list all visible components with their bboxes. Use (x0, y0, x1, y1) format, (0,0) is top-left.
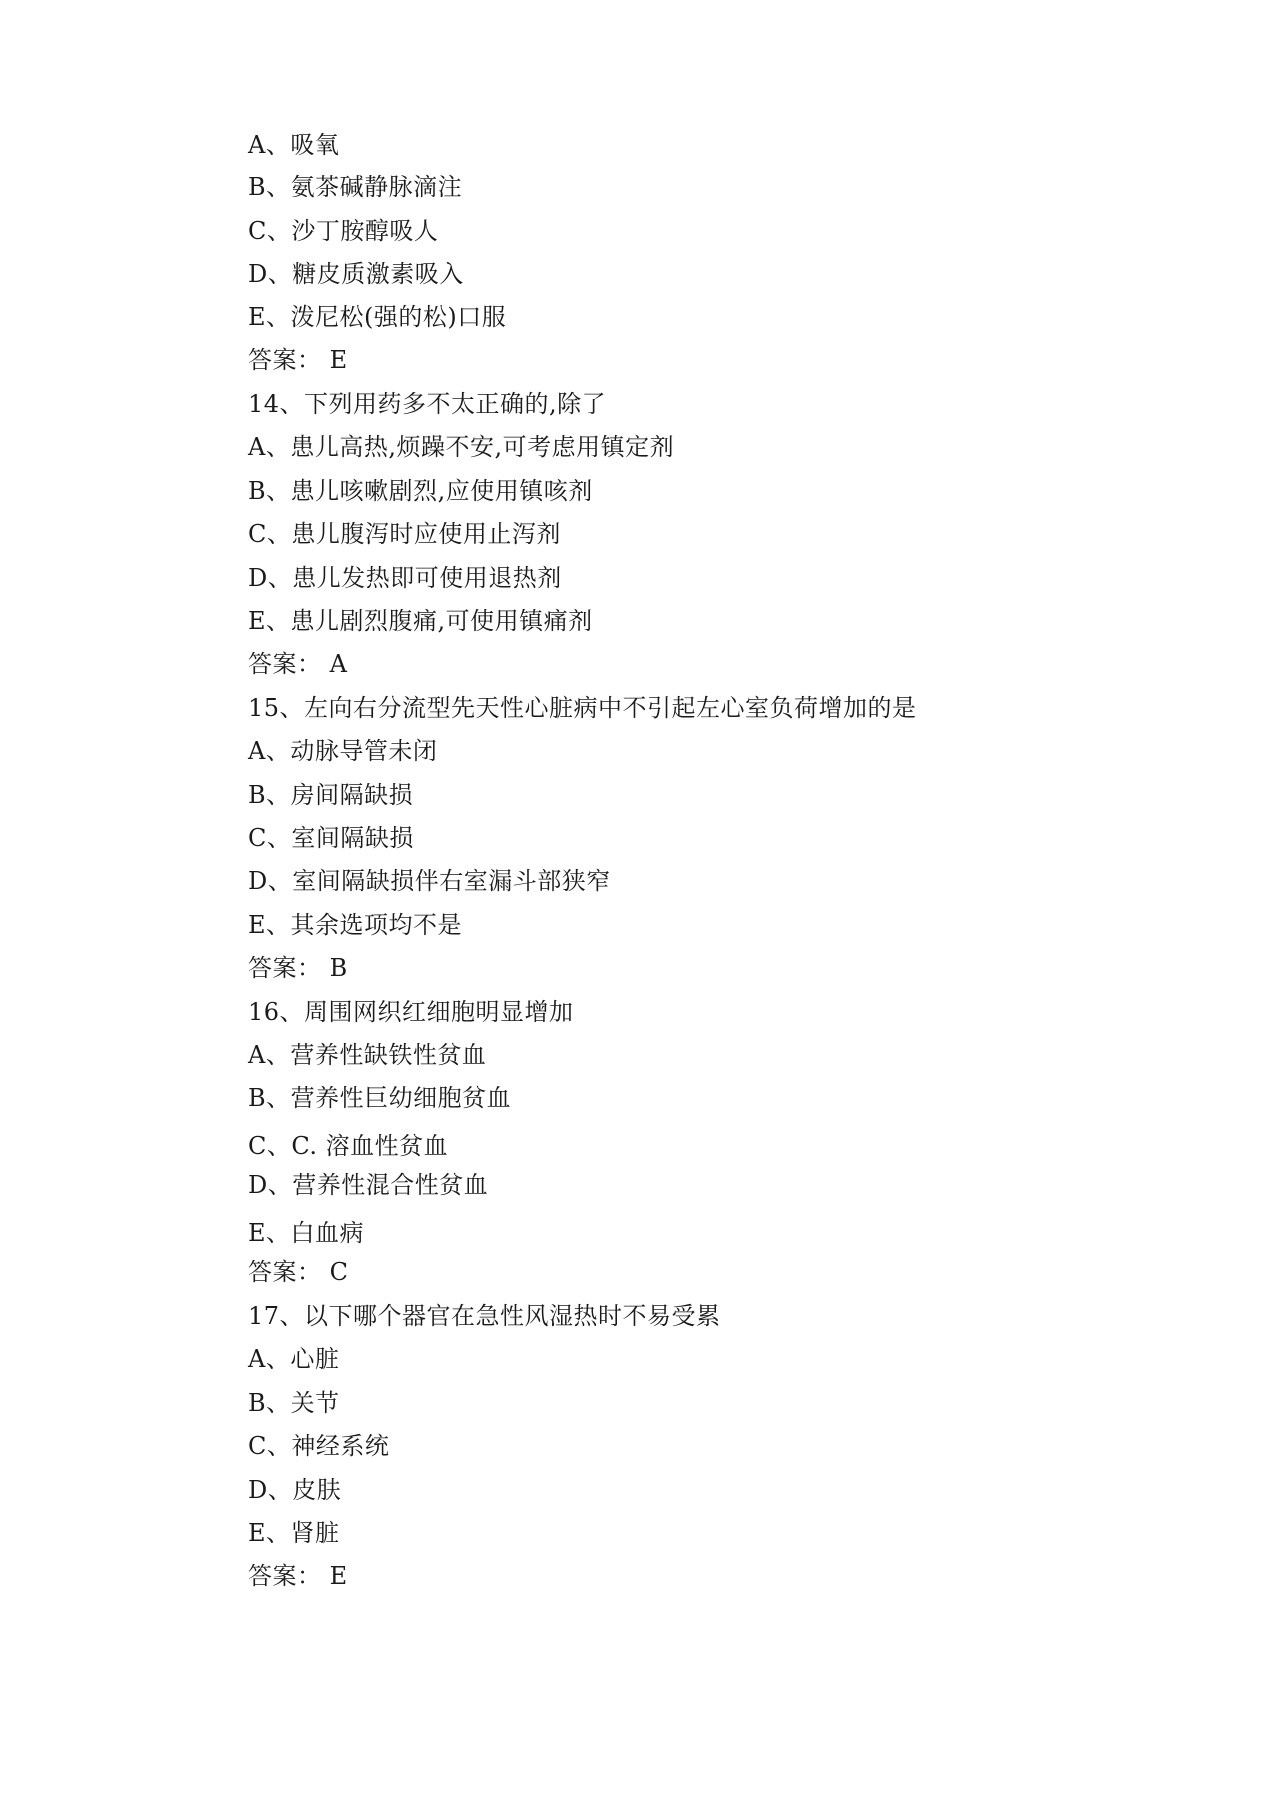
q17-option-c: C、神经系统 (248, 1432, 390, 1460)
q16-option-e: E、白血病 (248, 1219, 365, 1247)
q13-option-d: D、糖皮质激素吸入 (248, 260, 464, 288)
q14-option-e: E、患儿剧烈腹痛,可使用镇痛剂 (248, 607, 593, 635)
q16-option-b: B、营养性巨幼细胞贫血 (248, 1084, 512, 1112)
q15-option-e: E、其余选项均不是 (248, 911, 463, 939)
q15-question: 15、左向右分流型先天性心脏病中不引起左心室负荷增加的是 (248, 694, 917, 722)
q17-answer: 答案： E (248, 1562, 348, 1590)
q16-option-d: D、营养性混合性贫血 (248, 1171, 489, 1199)
q13-option-a: A、吸氧 (248, 131, 340, 159)
q16-answer: 答案： C (248, 1258, 349, 1286)
q17-question: 17、以下哪个器官在急性风湿热时不易受累 (248, 1302, 721, 1330)
q14-option-c: C、患儿腹泻时应使用止泻剂 (248, 520, 561, 548)
q14-option-b: B、患儿咳嗽剧烈,应使用镇咳剂 (248, 477, 593, 505)
q13-answer: 答案： E (248, 346, 348, 374)
q15-option-d: D、室间隔缺损伴右室漏斗部狭窄 (248, 867, 611, 895)
q14-answer: 答案： A (248, 650, 348, 678)
q17-option-d: D、皮肤 (248, 1476, 342, 1504)
q17-option-b: B、关节 (248, 1389, 340, 1417)
q14-option-d: D、患儿发热即可使用退热剂 (248, 564, 562, 592)
q16-question: 16、周围网织红细胞明显增加 (248, 998, 574, 1026)
q13-option-c: C、沙丁胺醇吸人 (248, 217, 439, 245)
q16-option-c: C、C. 溶血性贫血 (248, 1132, 449, 1160)
q15-answer: 答案： B (248, 954, 348, 982)
q14-question: 14、下列用药多不太正确的,除了 (248, 390, 607, 418)
q13-option-e: E、泼尼松(强的松)口服 (248, 303, 507, 331)
q13-option-b: B、氨茶碱静脉滴注 (248, 173, 463, 201)
q14-option-a: A、患儿高热,烦躁不安,可考虑用镇定剂 (248, 433, 675, 461)
q17-option-a: A、心脏 (248, 1345, 340, 1373)
q15-option-a: A、动脉导管未闭 (248, 737, 438, 765)
q17-option-e: E、肾脏 (248, 1519, 340, 1547)
q15-option-b: B、房间隔缺损 (248, 781, 414, 809)
q16-option-a: A、营养性缺铁性贫血 (248, 1041, 487, 1069)
q15-option-c: C、室间隔缺损 (248, 824, 414, 852)
